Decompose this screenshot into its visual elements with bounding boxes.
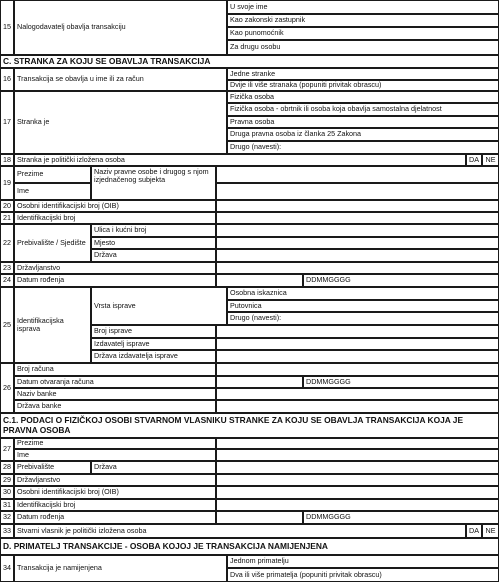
no-box[interactable]: NE — [482, 524, 499, 538]
row-label: Identifikacijski broj — [14, 499, 216, 511]
input-cell[interactable] — [216, 363, 499, 376]
section-heading: C.1. PODACI O FIZIČKOJ OSOBI STVARNOM VLASNIKU STRANKE ZA KOJU SE OBAVLJA TRANSAKCIJA KOJA JE PRAVNA OSOBA — [0, 413, 499, 438]
input-cell[interactable] — [216, 325, 499, 338]
input-cell[interactable] — [216, 262, 499, 274]
option-cell[interactable]: Jedne stranke — [227, 68, 499, 80]
no-box[interactable]: NE — [482, 154, 499, 166]
input-cell[interactable] — [216, 486, 499, 499]
section-heading: C. STRANKA ZA KOJU SE OBAVLJA TRANSAKCIJA — [0, 55, 499, 68]
input-cell[interactable] — [216, 200, 499, 212]
row-label: Prebivalište / Sjedište — [14, 224, 91, 262]
surname-label: Prezime — [14, 166, 91, 183]
row-label: Identifikacijska isprava — [14, 287, 91, 363]
row-number: 29 — [0, 474, 14, 486]
row-label: Državljanstvo — [14, 474, 216, 486]
yes-box[interactable]: DA — [466, 524, 482, 538]
section-heading: D. PRIMATELJ TRANSAKCIJE - OSOBA KOJOJ JE TRANSAKCIJA NAMIJENJENA — [0, 538, 499, 555]
row-label: Stranka je — [14, 91, 227, 154]
row-number: 33 — [0, 524, 14, 538]
input-cell[interactable] — [216, 350, 499, 363]
field-label: Naziv banke — [14, 388, 216, 400]
row-label: Identifikacijski broj — [14, 212, 216, 224]
row-number: 18 — [0, 154, 14, 166]
row-number: 27 — [0, 438, 14, 461]
row-label: Transakcija je namijenjena — [14, 555, 227, 582]
option-cell[interactable]: Drugo (navesti): — [227, 141, 499, 154]
row-label: Datum rođenja — [14, 274, 216, 287]
option-cell[interactable]: U svoje ime — [227, 0, 499, 14]
row-label: Stvarni vlasnik je politički izložena osoba — [14, 524, 466, 538]
option-cell[interactable]: Za drugu osobu — [227, 40, 499, 55]
field-label: Datum otvaranja računa — [14, 376, 216, 388]
field-label: Broj računa — [14, 363, 216, 376]
input-cell[interactable] — [216, 274, 303, 287]
field-label: Ulica i kućni broj — [91, 224, 216, 237]
name-label: Ime — [14, 449, 216, 461]
option-cell[interactable]: Fizička osoba — [227, 91, 499, 103]
input-cell[interactable] — [216, 499, 499, 511]
option-cell[interactable]: Kao punomoćnik — [227, 27, 499, 40]
input-cell[interactable] — [216, 237, 499, 249]
row-label: Osobni identifikacijski broj (OIB) — [14, 486, 216, 499]
row-label: Stranka je politički izložena osoba — [14, 154, 466, 166]
input-cell[interactable] — [216, 376, 303, 388]
input-cell[interactable] — [216, 224, 499, 237]
option-cell[interactable]: Putovnica — [227, 300, 499, 312]
input-cell[interactable] — [216, 511, 303, 524]
row-label: Nalogodavatelj obavlja transakciju — [14, 0, 227, 55]
row-number: 32 — [0, 511, 14, 524]
row-label: Osobni identifikacijski broj (OIB) — [14, 200, 216, 212]
name-label: Ime — [14, 183, 91, 200]
row-label: Transakcija se obavlja u ime ili za račun — [14, 68, 227, 91]
row-number: 19 — [0, 166, 14, 200]
field-label: Izdavatelj isprave — [91, 338, 216, 350]
row-label: Prebivalište — [14, 461, 91, 474]
field-label: Država — [91, 461, 216, 474]
row-number: 26 — [0, 363, 14, 413]
input-cell[interactable] — [216, 449, 499, 461]
row-number: 23 — [0, 262, 14, 274]
option-cell[interactable]: Druga pravna osoba iz članka 25 Zakona — [227, 128, 499, 141]
option-cell[interactable]: Pravna osoba — [227, 116, 499, 128]
field-label: Vrsta isprave — [91, 287, 227, 325]
legal-name-label: Naziv pravne osobe i drugog s njom izjednačenog subjekta — [91, 166, 216, 200]
option-cell[interactable]: Dvije ili više stranaka (popuniti privitak obrascu) — [227, 80, 499, 91]
input-cell[interactable] — [216, 338, 499, 350]
option-cell[interactable]: Drugo (navesti): — [227, 312, 499, 325]
row-label: Datum rođenja — [14, 511, 216, 524]
row-number: 17 — [0, 91, 14, 154]
field-label: Država — [91, 249, 216, 262]
input-cell[interactable] — [216, 388, 499, 400]
date-format-cell[interactable]: DDMMGGGG — [303, 376, 499, 388]
option-cell[interactable]: Osobna iskaznica — [227, 287, 499, 300]
surname-label: Prezime — [14, 438, 216, 449]
input-cell[interactable] — [216, 400, 499, 413]
input-cell[interactable] — [216, 183, 499, 200]
field-label: Država izdavatelja isprave — [91, 350, 216, 363]
option-cell[interactable]: Dva ili više primatelja (popuniti privitak obrascu) — [227, 568, 499, 582]
option-cell[interactable]: Kao zakonski zastupnik — [227, 14, 499, 27]
yes-box[interactable]: DA — [466, 154, 482, 166]
row-number: 31 — [0, 499, 14, 511]
row-number: 25 — [0, 287, 14, 363]
row-number: 20 — [0, 200, 14, 212]
row-number: 30 — [0, 486, 14, 499]
row-number: 16 — [0, 68, 14, 91]
input-cell[interactable] — [216, 212, 499, 224]
date-format-cell[interactable]: DDMMGGGG — [303, 274, 499, 287]
input-cell[interactable] — [216, 166, 499, 183]
row-number: 15 — [0, 0, 14, 55]
row-number: 34 — [0, 555, 14, 582]
row-label: Državljanstvo — [14, 262, 216, 274]
option-cell[interactable]: Fizička osoba - obrtnik ili osoba koja obavlja samostalna djelatnost — [227, 103, 499, 116]
input-cell[interactable] — [216, 474, 499, 486]
row-number: 21 — [0, 212, 14, 224]
row-number: 22 — [0, 224, 14, 262]
date-format-cell[interactable]: DDMMGGGG — [303, 511, 499, 524]
input-cell[interactable] — [216, 249, 499, 262]
input-cell[interactable] — [216, 461, 499, 474]
input-cell[interactable] — [216, 438, 499, 449]
field-label: Država banke — [14, 400, 216, 413]
field-label: Broj isprave — [91, 325, 216, 338]
option-cell[interactable]: Jednom primatelju — [227, 555, 499, 568]
row-number: 24 — [0, 274, 14, 287]
field-label: Mjesto — [91, 237, 216, 249]
row-number: 28 — [0, 461, 14, 474]
